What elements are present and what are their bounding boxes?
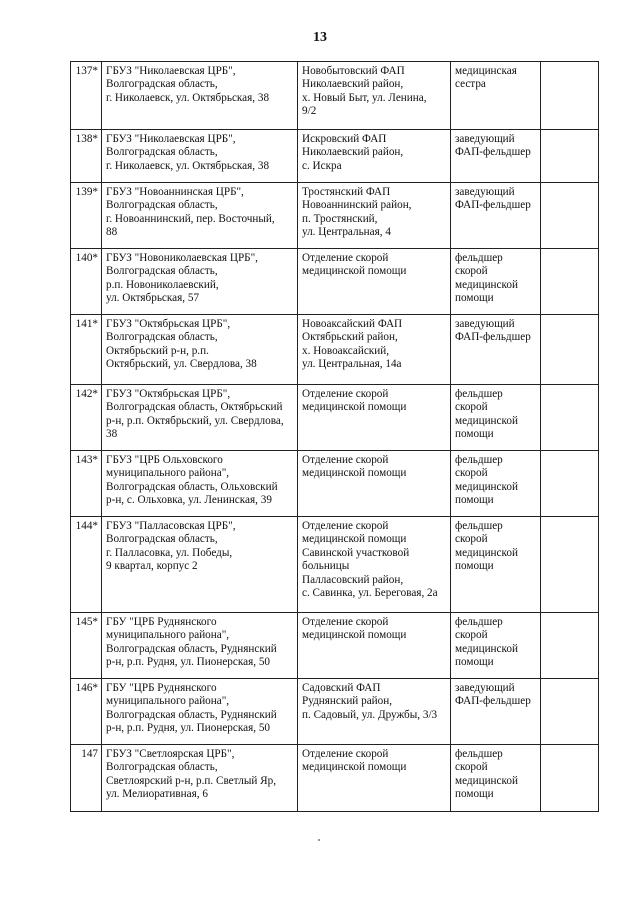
position-line: ФАП-фельдшер <box>455 331 531 344</box>
position-line: медицинской <box>455 278 518 291</box>
organization-line: Волгоградская область, <box>106 533 218 546</box>
unit-cell <box>298 62 451 130</box>
empty-cell <box>541 385 599 451</box>
unit-line: Руднянский район, <box>302 695 393 708</box>
organization-cell <box>102 62 298 130</box>
unit-line: с. Савинка, ул. Береговая, 2а <box>302 587 438 600</box>
table-row <box>71 130 599 183</box>
position-line: фельдшер <box>455 252 503 264</box>
empty-cell <box>541 62 599 130</box>
position-line: скорой <box>455 533 488 546</box>
organization-line: ГБУЗ "ЦРБ Ольховского <box>106 454 223 466</box>
page-number: 13 <box>313 30 327 45</box>
table-row <box>71 315 599 385</box>
table-row <box>71 613 599 679</box>
organization-cell <box>102 613 298 679</box>
unit-line: с. Искра <box>302 159 342 172</box>
row-number: 139* <box>71 183 102 249</box>
unit-line: Отделение скорой <box>302 252 389 264</box>
row-number: 146* <box>71 679 102 745</box>
position-line: медицинской <box>455 414 518 427</box>
organization-cell <box>102 315 298 385</box>
position-line: скорой <box>455 401 488 414</box>
position-line: ФАП-фельдшер <box>455 695 531 708</box>
row-number: 142* <box>71 385 102 451</box>
unit-cell <box>298 745 451 812</box>
unit-line: п. Садовый, ул. Дружбы, 3/3 <box>302 708 438 721</box>
table-row <box>71 183 599 249</box>
organization-line: муниципального района", <box>106 695 230 708</box>
empty-cell <box>541 517 599 613</box>
organization-line: ГБУЗ "Октябрьская ЦРБ", <box>106 388 231 400</box>
position-line: заведующий <box>455 318 515 330</box>
position-line: ФАП-фельдшер <box>455 146 531 159</box>
empty-cell <box>541 130 599 183</box>
row-number: 138* <box>71 130 102 183</box>
table-row <box>71 517 599 613</box>
position-line: сестра <box>455 78 486 91</box>
organization-line: ГБУЗ "Палласовская ЦРБ", <box>106 520 236 532</box>
unit-line: Николаевский район, <box>302 146 404 159</box>
unit-line: медицинской помощи <box>302 533 407 546</box>
position-line: заведующий <box>455 186 515 198</box>
empty-cell <box>541 613 599 679</box>
unit-line: Новоаннинский район, <box>302 199 412 212</box>
position-line: помощи <box>455 788 494 801</box>
position-cell <box>451 62 541 130</box>
position-line: помощи <box>455 560 494 573</box>
unit-line: Отделение скорой <box>302 616 389 628</box>
position-cell <box>451 315 541 385</box>
organization-line: Октябрьский р-н, р.п. <box>106 344 209 357</box>
organization-line: ул. Мелиоративная, 6 <box>106 788 208 801</box>
page-dot-mark <box>318 839 320 841</box>
unit-line: медицинской помощи <box>302 629 407 642</box>
organization-line: Волгоградская область, <box>106 331 218 344</box>
organization-line: ГБУ "ЦРБ Руднянского <box>106 616 217 628</box>
organization-line: ГБУЗ "Николаевская ЦРБ", <box>106 65 236 77</box>
position-line: медицинская <box>455 65 517 77</box>
unit-line: больницы <box>302 560 350 573</box>
position-cell <box>451 385 541 451</box>
position-line: фельдшер <box>455 616 503 628</box>
table-row <box>71 745 599 812</box>
position-line: скорой <box>455 265 488 278</box>
unit-line: медицинской помощи <box>302 467 407 480</box>
organization-cell <box>102 517 298 613</box>
unit-line: Палласовский район, <box>302 573 404 586</box>
table-row <box>71 385 599 451</box>
organization-line: р.п. Новониколаевский, <box>106 278 219 291</box>
empty-cell <box>541 249 599 315</box>
position-line: медицинской <box>455 546 518 559</box>
unit-line: ул. Центральная, 4 <box>302 226 391 239</box>
position-line: помощи <box>455 428 494 441</box>
unit-line: Садовский ФАП <box>302 682 381 694</box>
organization-line: Волгоградская область, <box>106 761 218 774</box>
unit-line: х. Новый Быт, ул. Ленина, <box>302 91 427 104</box>
position-cell <box>451 517 541 613</box>
unit-line: Отделение скорой <box>302 454 389 466</box>
unit-line: Отделение скорой <box>302 388 389 400</box>
position-cell <box>451 183 541 249</box>
organization-cell <box>102 249 298 315</box>
position-line: медицинской <box>455 774 518 787</box>
position-line: помощи <box>455 292 494 305</box>
unit-cell <box>298 315 451 385</box>
position-line: заведующий <box>455 682 515 694</box>
unit-line: Отделение скорой <box>302 520 389 532</box>
unit-line: Новобытовский ФАП <box>302 65 405 77</box>
unit-cell <box>298 451 451 517</box>
unit-line: Октябрьский район, <box>302 331 398 344</box>
organization-line: ГБУЗ "Николаевская ЦРБ", <box>106 133 236 145</box>
unit-line: п. Тростянский, <box>302 212 378 225</box>
position-line: скорой <box>455 467 488 480</box>
position-line: скорой <box>455 761 488 774</box>
unit-line: медицинской помощи <box>302 265 407 278</box>
organization-line: ГБУЗ "Новоаннинская ЦРБ", <box>106 186 244 198</box>
row-number: 141* <box>71 315 102 385</box>
position-line: фельдшер <box>455 520 503 532</box>
organization-line: г. Новоаннинский, пер. Восточный, <box>106 212 275 225</box>
row-number: 144* <box>71 517 102 613</box>
row-number: 145* <box>71 613 102 679</box>
organization-line: Октябрьский, ул. Свердлова, 38 <box>106 358 257 371</box>
unit-line: Савинской участковой <box>302 546 410 559</box>
table-row <box>71 249 599 315</box>
unit-line: Новоаксайский ФАП <box>302 318 403 330</box>
empty-cell <box>541 451 599 517</box>
organization-line: Волгоградская область, <box>106 78 218 91</box>
organization-line: Волгоградская область, <box>106 265 218 278</box>
position-cell <box>451 451 541 517</box>
table-row <box>71 679 599 745</box>
organization-line: 38 <box>106 428 118 441</box>
organization-cell <box>102 183 298 249</box>
row-number: 143* <box>71 451 102 517</box>
position-cell <box>451 613 541 679</box>
organization-line: р-н, с. Ольховка, ул. Ленинская, 39 <box>106 494 272 507</box>
table-body <box>71 62 599 812</box>
position-cell <box>451 745 541 812</box>
unit-line: х. Новоаксайский, <box>302 344 390 357</box>
unit-cell <box>298 183 451 249</box>
position-line: помощи <box>455 656 494 669</box>
organization-line: 88 <box>106 226 118 239</box>
unit-cell <box>298 249 451 315</box>
empty-cell <box>541 315 599 385</box>
organization-line: р-н, р.п. Рудня, ул. Пионерская, 50 <box>106 722 271 735</box>
unit-line: Искровский ФАП <box>302 133 387 145</box>
unit-cell <box>298 385 451 451</box>
table-row <box>71 62 599 130</box>
position-line: заведующий <box>455 133 515 145</box>
organization-cell <box>102 451 298 517</box>
organization-cell <box>102 130 298 183</box>
organization-cell <box>102 745 298 812</box>
organization-line: муниципального района", <box>106 467 230 480</box>
document-table <box>70 61 599 812</box>
organization-line: ГБУ "ЦРБ Руднянского <box>106 682 217 694</box>
row-number: 140* <box>71 249 102 315</box>
organization-line: ГБУЗ "Октябрьская ЦРБ", <box>106 318 231 330</box>
unit-line: Отделение скорой <box>302 748 389 760</box>
organization-line: Волгоградская область, Руднянский <box>106 642 277 655</box>
table-row <box>71 451 599 517</box>
row-number: 137* <box>71 62 102 130</box>
unit-cell <box>298 613 451 679</box>
organization-line: Волгоградская область, <box>106 199 218 212</box>
unit-cell <box>298 130 451 183</box>
position-line: ФАП-фельдшер <box>455 199 531 212</box>
position-cell <box>451 249 541 315</box>
position-cell <box>451 679 541 745</box>
unit-line: Тростянский ФАП <box>302 186 391 198</box>
unit-line: Николаевский район, <box>302 78 404 91</box>
organization-line: 9 квартал, корпус 2 <box>106 560 198 573</box>
position-line: помощи <box>455 494 494 507</box>
position-cell <box>451 130 541 183</box>
unit-cell <box>298 517 451 613</box>
row-number: 147 <box>71 745 102 812</box>
organization-line: Волгоградская область, <box>106 146 218 159</box>
organization-line: муниципального района", <box>106 629 230 642</box>
position-line: фельдшер <box>455 748 503 760</box>
organization-line: Волгоградская область, Руднянский <box>106 708 277 721</box>
organization-line: г. Николаевск, ул. Октябрьская, 38 <box>106 159 270 172</box>
organization-line: Волгоградская область, Октябрьский <box>106 401 283 414</box>
organization-line: ул. Октябрьская, 57 <box>106 292 200 305</box>
empty-cell <box>541 679 599 745</box>
organization-cell <box>102 385 298 451</box>
position-line: скорой <box>455 629 488 642</box>
organization-line: Волгоградская область, Ольховский <box>106 480 278 493</box>
unit-line: 9/2 <box>302 105 317 118</box>
organization-line: р-н, р.п. Рудня, ул. Пионерская, 50 <box>106 656 271 669</box>
organization-line: ГБУЗ "Новониколаевская ЦРБ", <box>106 252 258 264</box>
position-line: медицинской <box>455 642 518 655</box>
unit-cell <box>298 679 451 745</box>
organization-line: ГБУЗ "Светлоярская ЦРБ", <box>106 748 235 760</box>
position-line: фельдшер <box>455 454 503 466</box>
empty-cell <box>541 745 599 812</box>
organization-line: Светлоярский р-н, р.п. Светлый Яр, <box>106 774 276 787</box>
organization-line: г. Палласовка, ул. Победы, <box>106 546 233 559</box>
unit-line: ул. Центральная, 14а <box>302 358 402 371</box>
organization-line: р-н, р.п. Октябрьский, ул. Свердлова, <box>106 414 284 427</box>
position-line: фельдшер <box>455 388 503 400</box>
position-line: медицинской <box>455 480 518 493</box>
organization-cell <box>102 679 298 745</box>
organization-line: г. Николаевск, ул. Октябрьская, 38 <box>106 91 270 104</box>
unit-line: медицинской помощи <box>302 761 407 774</box>
empty-cell <box>541 183 599 249</box>
unit-line: медицинской помощи <box>302 401 407 414</box>
